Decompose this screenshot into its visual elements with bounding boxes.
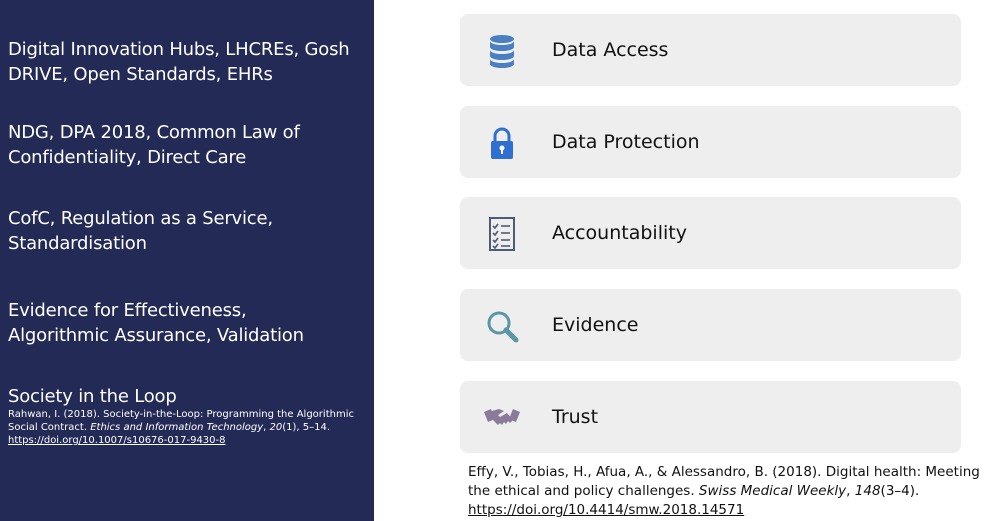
- left-item-protection: NDG, DPA 2018, Common Law of Confidentiality, Direct Care: [8, 122, 300, 168]
- left-item-accountability: CofC, Regulation as a Service, Standardisation: [8, 208, 273, 254]
- left-item-infrastructure: Digital Innovation Hubs, LHCREs, Gosh DRIVE, Open Standards, EHRs: [8, 39, 350, 85]
- citation-doi-link[interactable]: https://doi.org/10.1007/s10676-017-9430-8: [8, 435, 226, 446]
- checklist-icon: [482, 214, 522, 254]
- database-icon: [482, 31, 522, 71]
- reference-issue: (3–4).: [880, 483, 920, 499]
- handshake-icon: [482, 398, 522, 438]
- card-label-trust: Trust: [552, 406, 599, 428]
- citation-sep: ,: [263, 422, 270, 433]
- citation-volume: 20: [269, 422, 283, 433]
- card-data-access: [460, 14, 961, 86]
- card-label-evidence: Evidence: [552, 314, 639, 336]
- reference-sep: ,: [846, 483, 855, 499]
- left-citation: [8, 408, 358, 447]
- card-data-protection: [460, 106, 961, 178]
- reference-doi-link[interactable]: https://doi.org/10.4414/smw.2018.14571: [468, 502, 745, 518]
- left-item-trust: Society in the Loop: [8, 386, 177, 407]
- card-label-data-access: Data Access: [552, 39, 669, 61]
- left-item-evidence: Evidence for Effectiveness, Algorithmic Assurance, Validation: [8, 300, 304, 346]
- reference-volume: 148: [854, 483, 881, 499]
- reference-authors: Effy, V., Tobias, H., Afua, A., & Alessandro, B. (2018). Digital health: Meeting the ethical and policy challenges.: [468, 464, 980, 499]
- lock-icon: [482, 123, 522, 163]
- reference-journal: Swiss Medical Weekly: [698, 483, 847, 499]
- left-panel: [0, 0, 374, 521]
- card-trust: [460, 381, 961, 453]
- reference-citation: [468, 463, 988, 520]
- magnifier-icon: [482, 306, 522, 346]
- card-label-accountability: Accountability: [552, 222, 687, 244]
- citation-authors: Rahwan, I. (2018). Society-in-the-Loop: Programming the Algorithmic Social Contract.: [8, 409, 354, 433]
- card-accountability: [460, 197, 961, 269]
- card-label-data-protection: Data Protection: [552, 131, 700, 153]
- citation-journal: Ethics and Information Technology: [90, 422, 264, 433]
- citation-issue: (1), 5–14.: [282, 422, 331, 433]
- card-evidence: [460, 289, 961, 361]
